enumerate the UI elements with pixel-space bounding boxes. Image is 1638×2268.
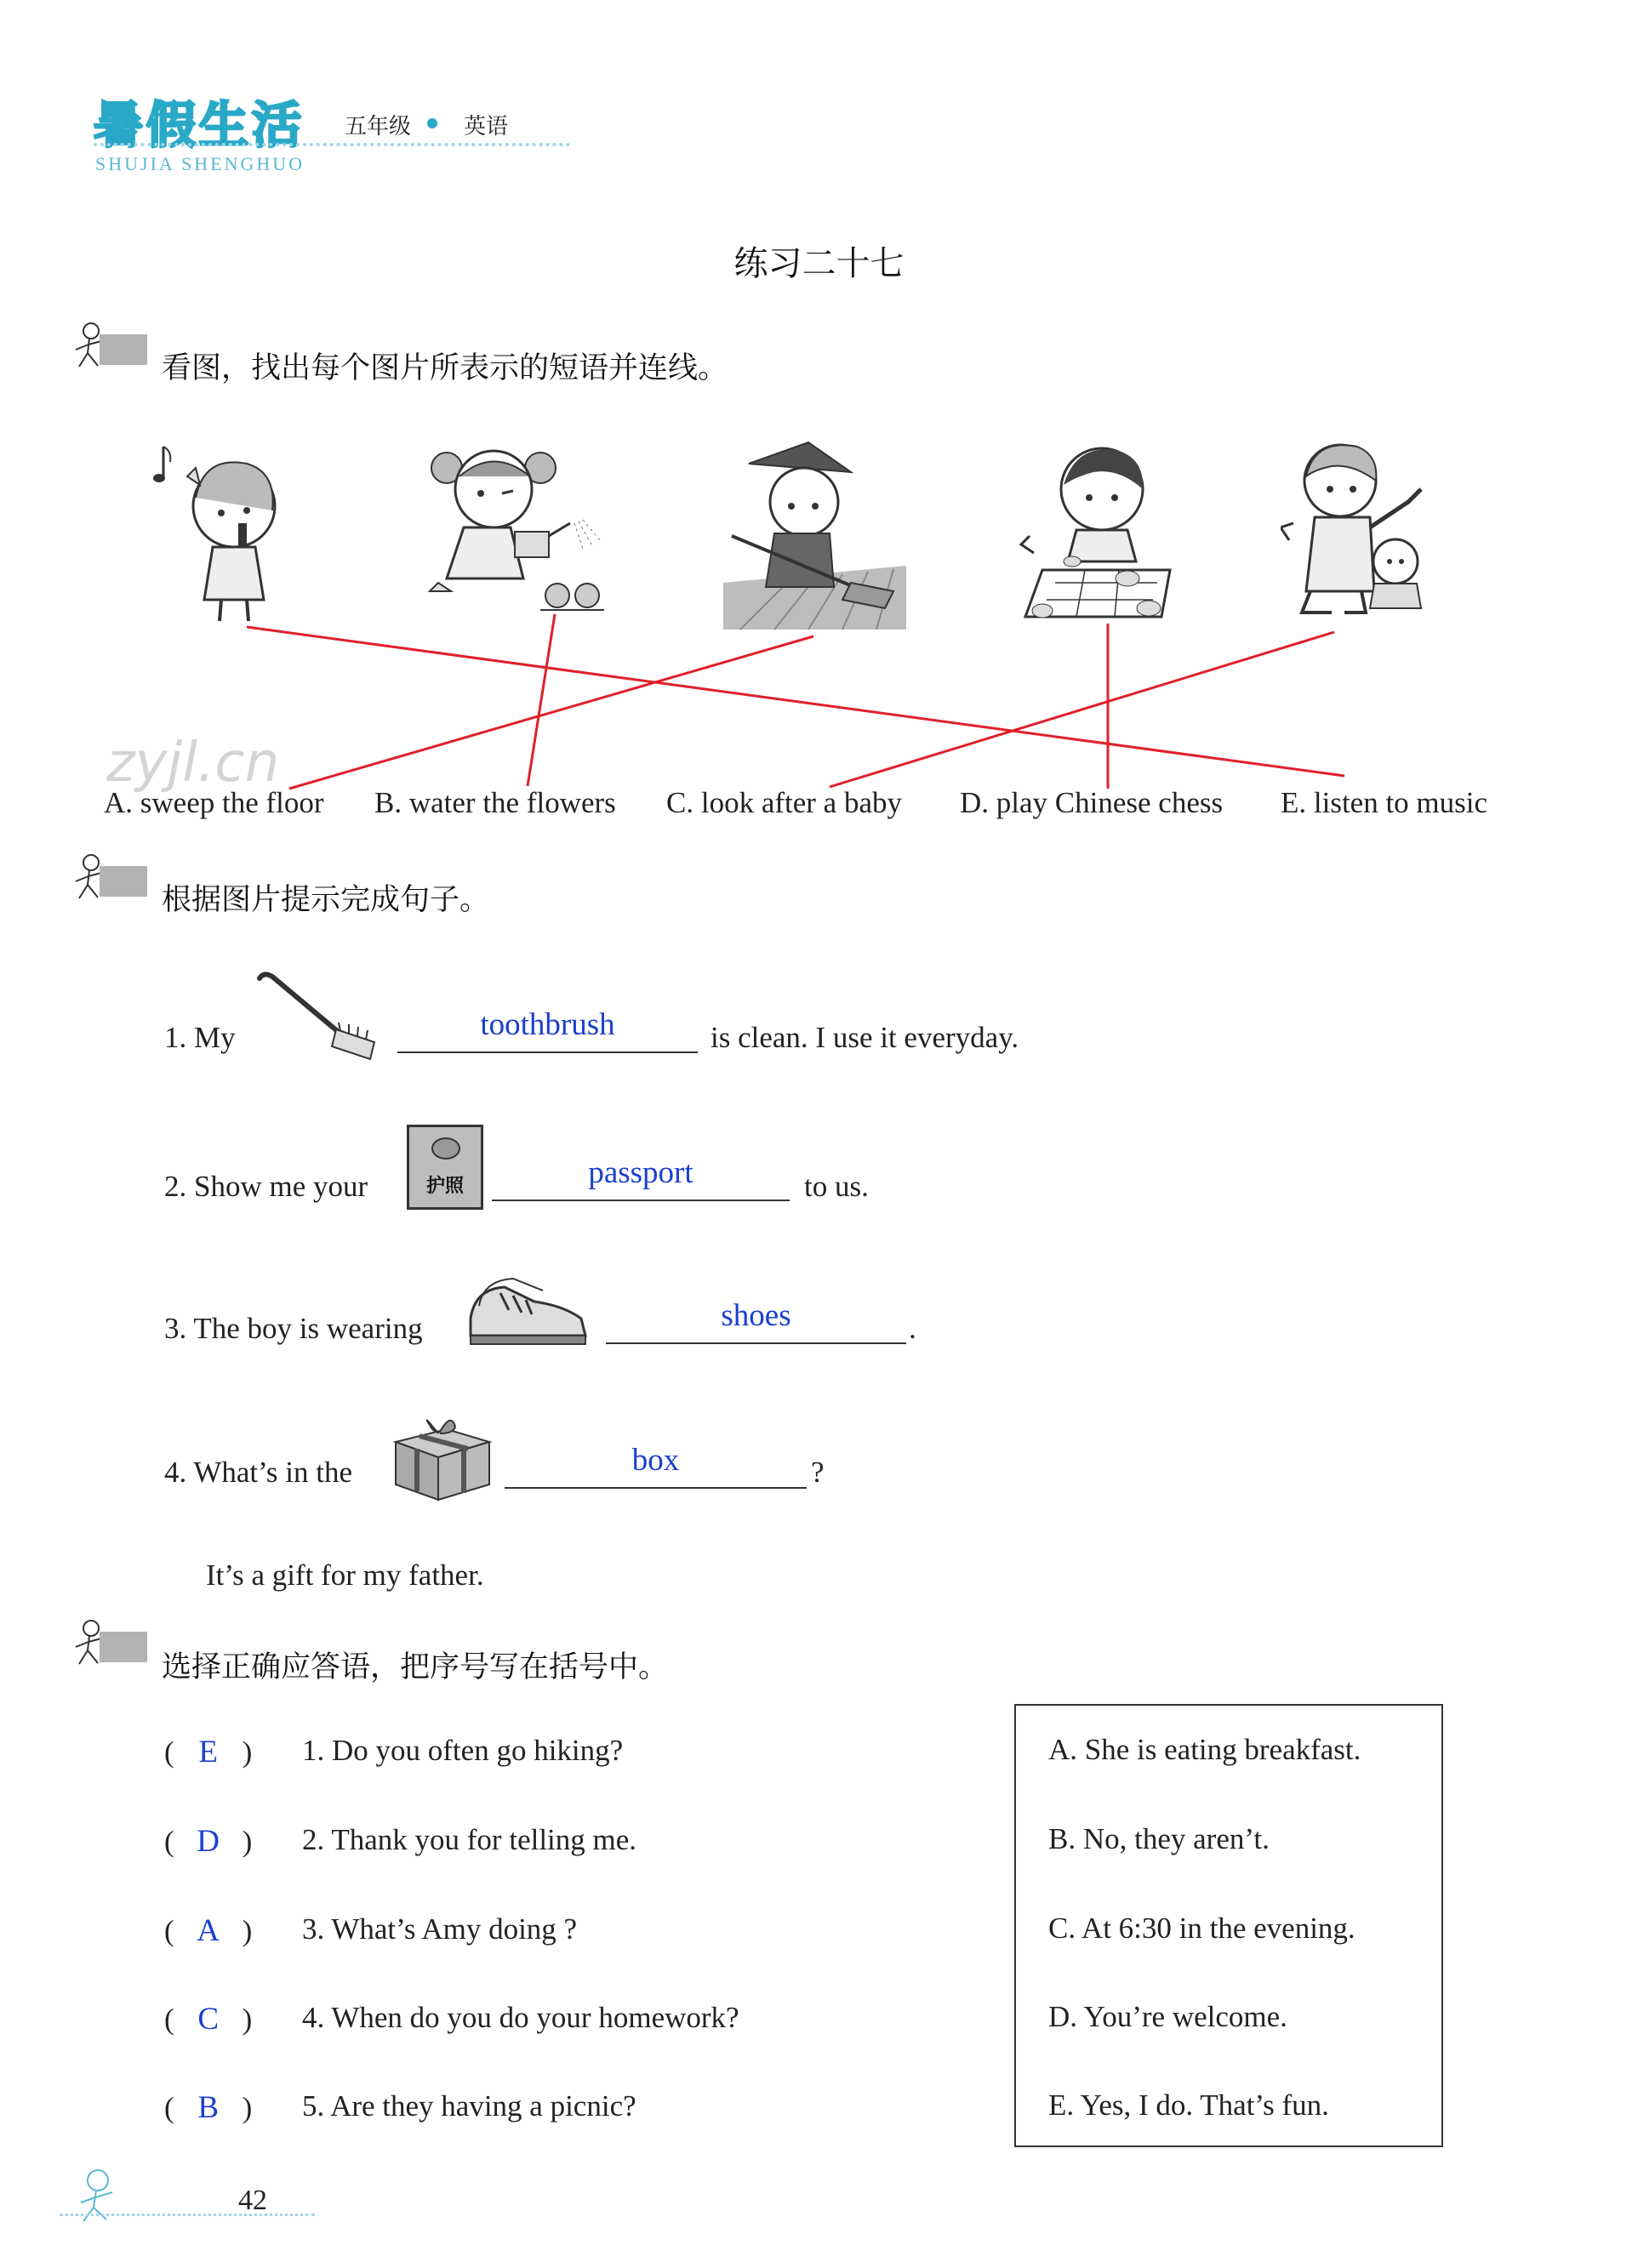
shoes-icon <box>462 1272 594 1348</box>
sentence3-before: 3. The boy is wearing <box>164 1312 423 1345</box>
sentence4-after: ? <box>811 1456 825 1489</box>
blank-4 <box>505 1487 807 1489</box>
paren-close: ) <box>242 1914 253 1947</box>
page-number: 42 <box>238 2185 267 2216</box>
paren-close: ) <box>242 2003 253 2036</box>
match-line-a <box>289 636 813 789</box>
answer-options-box <box>1014 1704 1443 2147</box>
question-answer: C <box>197 2002 219 2037</box>
blank-3 <box>606 1342 906 1344</box>
sentence4-before: 4. What’s in the <box>164 1456 352 1489</box>
matching-lines <box>0 0 1638 851</box>
option-e: E. Yes, I do. That’s fun. <box>1048 2088 1329 2122</box>
question-text: 3. What’s Amy doing ? <box>302 1912 578 1946</box>
answer-2: passport <box>588 1155 693 1190</box>
question-row <box>164 1823 252 1860</box>
question-text: 2. Thank you for telling me. <box>302 1823 637 1856</box>
question-answer: D <box>197 1824 220 1859</box>
paren-open: ( <box>164 1825 174 1858</box>
question-text: 5. Are they having a picnic? <box>302 2089 636 2123</box>
question-row <box>164 1912 252 1949</box>
section2-instruction: 根据图片提示完成句子。 <box>162 883 490 917</box>
toothbrush-icon <box>255 970 387 1063</box>
match-line-b <box>528 614 555 786</box>
option-d: D. You’re welcome. <box>1048 2000 1287 2033</box>
watermark: zyjl.cn <box>106 732 280 795</box>
question-row <box>164 2001 252 2037</box>
answer-4: box <box>631 1443 680 1478</box>
paren-open: ( <box>164 2003 174 2036</box>
question-answer: B <box>197 2090 219 2125</box>
option-c: C. At 6:30 in the evening. <box>1048 1912 1355 1945</box>
phrase-d: D. play Chinese chess <box>960 786 1224 819</box>
sentence1-before: 1. My <box>164 1021 236 1054</box>
paren-open: ( <box>164 1735 174 1769</box>
blank-1 <box>397 1051 698 1053</box>
paren-close: ) <box>242 1735 253 1769</box>
paren-open: ( <box>164 2091 174 2124</box>
footer-divider <box>60 2214 315 2216</box>
sentence2-after: to us. <box>804 1170 869 1203</box>
section-head-icon <box>64 851 149 902</box>
gift-box-icon <box>387 1408 494 1502</box>
paren-close: ) <box>242 2091 253 2124</box>
section3-instruction: 选择正确应答语，把序号写在括号中。 <box>162 1650 669 1684</box>
option-a: A. She is eating breakfast. <box>1048 1733 1361 1766</box>
question-row <box>164 1734 252 1770</box>
phrase-c: C. look after a baby <box>666 786 902 819</box>
question-answer: E <box>198 1735 218 1769</box>
answer-3: shoes <box>721 1298 791 1333</box>
paren-open: ( <box>164 1914 174 1947</box>
header-subject: 英语 <box>464 114 509 140</box>
phrase-b: B. water the flowers <box>374 786 616 819</box>
paren-close: ) <box>242 1825 253 1858</box>
question-text: 1. Do you often go hiking? <box>302 1734 624 1767</box>
sentence4-reply: It’s a gift for my father. <box>206 1559 484 1592</box>
phrase-e: E. listen to music <box>1281 786 1488 819</box>
option-b: B. No, they aren’t. <box>1048 1822 1270 1855</box>
sentence1-after: is clean. I use it everyday. <box>711 1021 1019 1054</box>
sentence2-before: 2. Show me your <box>164 1170 368 1203</box>
logo-title: 暑假生活 <box>94 96 305 154</box>
section1-instruction: 看图，找出每个图片所表示的短语并连线。 <box>162 351 728 385</box>
question-answer: A <box>197 1913 220 1948</box>
passport-icon <box>407 1125 483 1210</box>
passport-icon-label: 护照 <box>425 1176 464 1197</box>
question-text: 4. When do you do your homework? <box>302 2001 739 2034</box>
phrase-a: A. sweep the floor <box>104 786 324 819</box>
header-grade: 五年级 <box>345 114 412 140</box>
section-head-icon <box>64 1616 149 1667</box>
page-title: 练习二十七 <box>733 244 905 283</box>
logo-subtitle: SHUJIA SHENGHUO <box>95 153 305 174</box>
question-row <box>164 2089 252 2126</box>
blank-2 <box>492 1200 790 1201</box>
answer-1: toothbrush <box>480 1007 615 1042</box>
sentence3-after: . <box>909 1312 916 1345</box>
